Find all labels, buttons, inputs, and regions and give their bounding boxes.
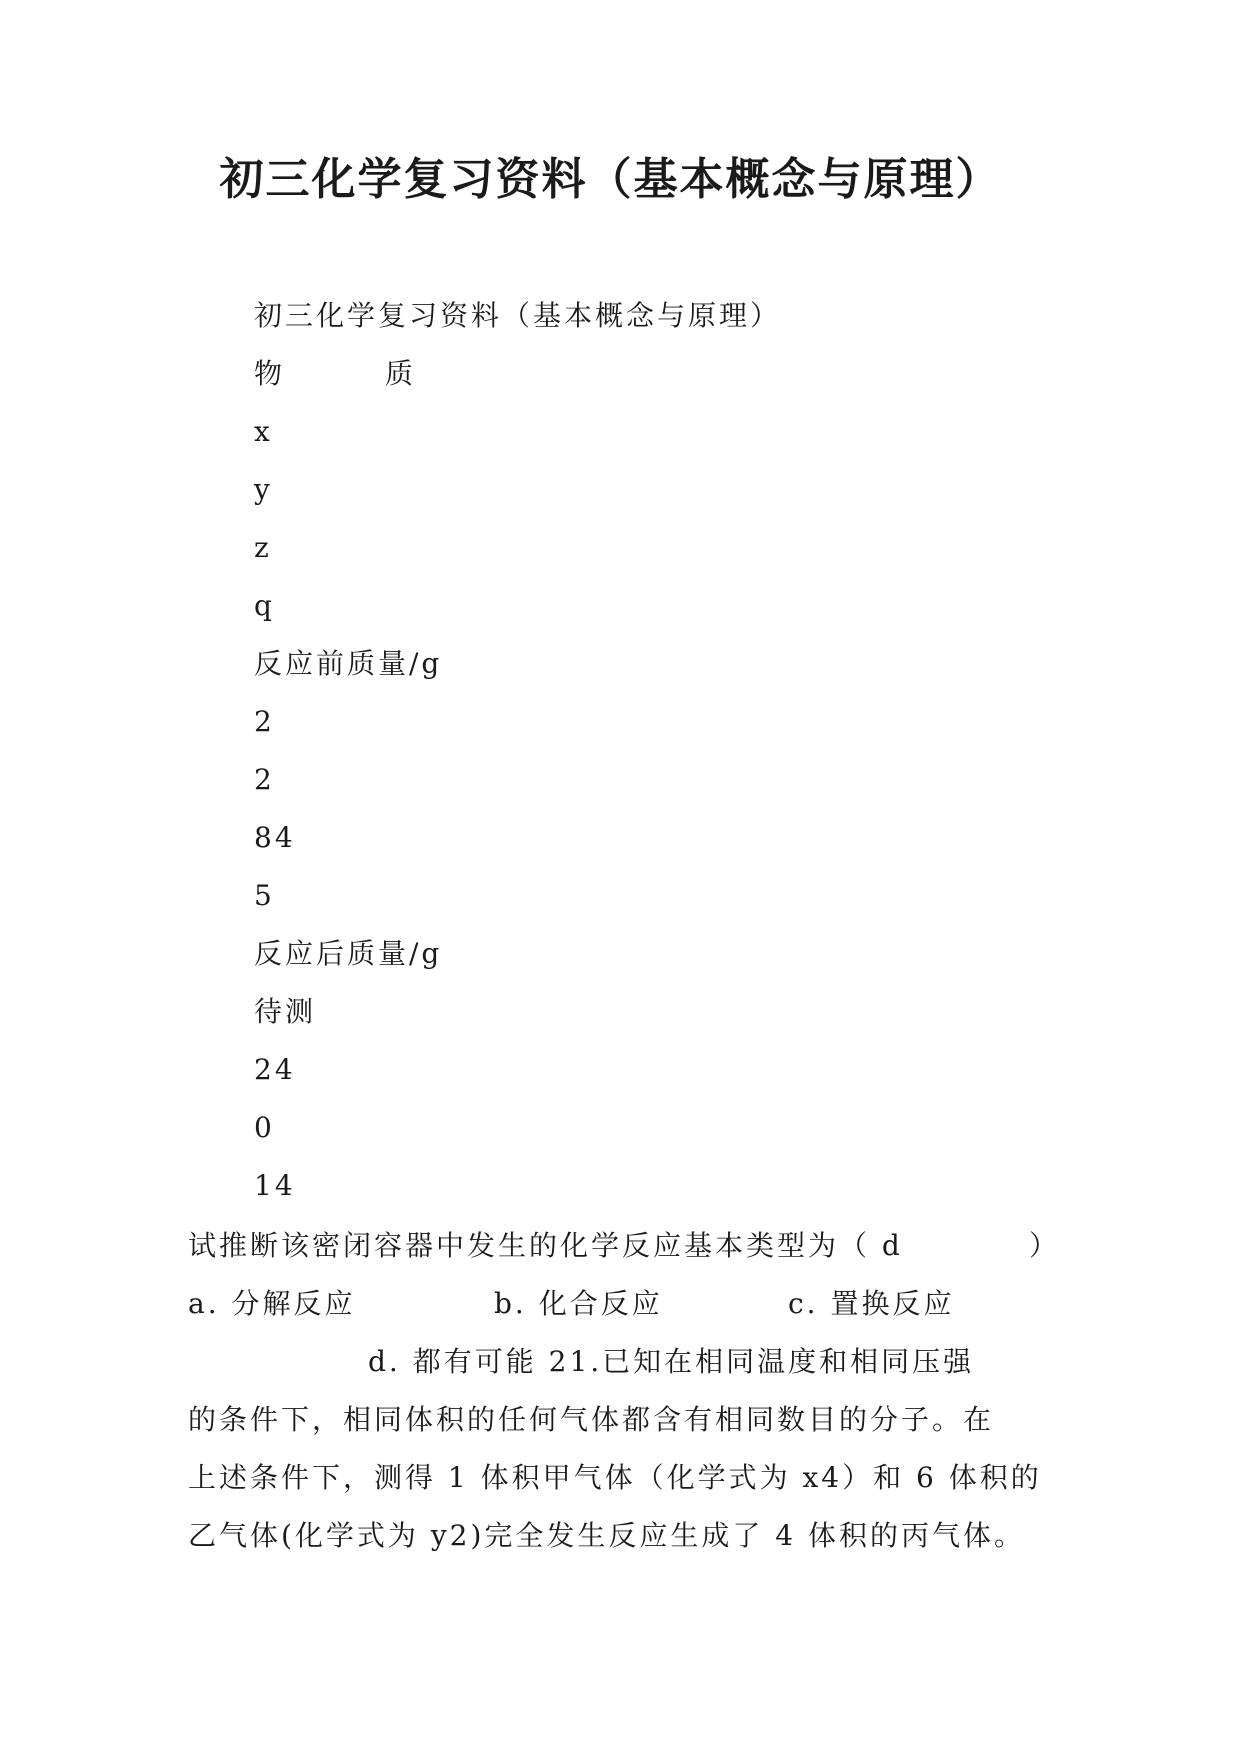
option-a: a. 分解反应 bbox=[188, 1287, 356, 1320]
document-title: 初三化学复习资料（基本概念与原理） bbox=[219, 154, 1002, 205]
mass-after-z: 0 bbox=[254, 1111, 275, 1144]
substance-x: x bbox=[254, 415, 273, 448]
header-zhi: 质 bbox=[385, 357, 417, 390]
mass-after-x: 待测 bbox=[254, 995, 317, 1028]
question-text: 试推断该密闭容器中发生的化学反应基本类型为（ d bbox=[188, 1229, 903, 1262]
option-b: b. 化合反应 bbox=[494, 1287, 663, 1320]
header-substance bbox=[254, 352, 781, 410]
paragraph-line-2: 的条件下，相同体积的任何气体都含有相同数目的分子。在 bbox=[188, 1403, 995, 1436]
mass-after-q: 14 bbox=[254, 1169, 296, 1202]
option-c: c. 置换反应 bbox=[788, 1287, 955, 1320]
mass-before-x: 2 bbox=[254, 705, 275, 738]
paragraph-line-3: 上述条件下，测得 1 体积甲气体（化学式为 x4）和 6 体积的 bbox=[188, 1461, 1042, 1494]
table-text-block bbox=[254, 294, 781, 1222]
substance-y: y bbox=[254, 473, 273, 506]
mass-after-label: 反应后质量/g bbox=[254, 937, 443, 970]
substance-q: q bbox=[254, 589, 275, 622]
question-line bbox=[188, 1224, 1060, 1282]
question-close-paren: ） bbox=[1028, 1229, 1060, 1262]
mass-before-z: 84 bbox=[254, 821, 296, 854]
mass-after-y: 24 bbox=[254, 1053, 296, 1086]
option-d-line: d. 都有可能 21.已知在相同温度和相同压强 bbox=[368, 1345, 975, 1378]
header-wu: 物 bbox=[254, 357, 286, 390]
question-block bbox=[188, 1224, 1060, 1572]
mass-before-label: 反应前质量/g bbox=[254, 647, 443, 680]
subtitle-line: 初三化学复习资料（基本概念与原理） bbox=[254, 299, 782, 332]
mass-before-q: 5 bbox=[254, 879, 275, 912]
paragraph-line-4: 乙气体(化学式为 y2)完全发生反应生成了 4 体积的丙气体。 bbox=[188, 1519, 1025, 1552]
options-line bbox=[188, 1282, 1048, 1340]
mass-before-y: 2 bbox=[254, 763, 275, 796]
substance-z: z bbox=[254, 531, 272, 564]
